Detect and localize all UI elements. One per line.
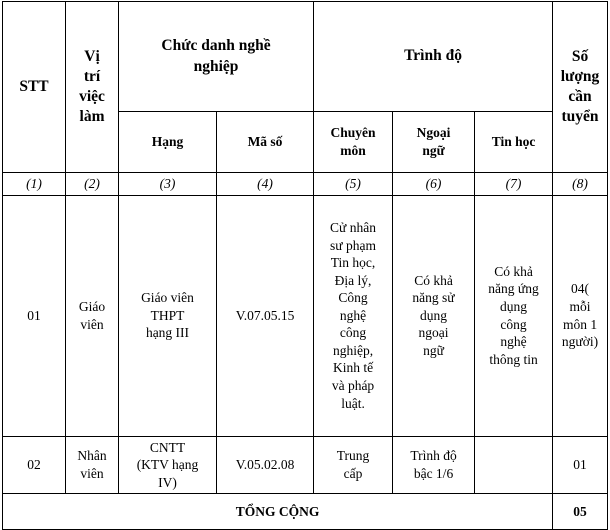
cell-ma-so: V.07.05.15 [217, 195, 314, 436]
cell-vi-tri: Giáo viên [66, 195, 119, 436]
index-cell: (1) [3, 173, 66, 196]
index-cell: (5) [314, 173, 393, 196]
table-row [3, 195, 608, 436]
index-row [3, 173, 608, 196]
header-row-1 [3, 2, 608, 112]
header-vi-tri: Vị trí việc làm [66, 2, 119, 173]
cell-hang: CNTT (KTV hạng IV) [119, 436, 217, 494]
index-cell: (8) [553, 173, 608, 196]
cell-so-luong: 04( mỗi môn 1 người) [553, 195, 608, 436]
index-cell: (7) [475, 173, 553, 196]
header-hang: Hạng [119, 112, 217, 173]
cell-ma-so: V.05.02.08 [217, 436, 314, 494]
cell-so-luong: 01 [553, 436, 608, 494]
cell-ngoai-ngu: Trình độ bậc 1/6 [393, 436, 475, 494]
header-chuyen-mon: Chuyên môn [314, 112, 393, 173]
index-cell: (4) [217, 173, 314, 196]
cell-stt: 01 [3, 195, 66, 436]
header-ma-so: Mã số [217, 112, 314, 173]
cell-hang: Giáo viên THPT hạng III [119, 195, 217, 436]
cell-chuyen-mon: Cử nhân sư phạm Tin học, Địa lý, Công nghệ công nghiệp, Kinh tế và pháp luật. [314, 195, 393, 436]
index-cell: (6) [393, 173, 475, 196]
cell-ngoai-ngu: Có khả năng sử dụng ngoại ngữ [393, 195, 475, 436]
header-tin-hoc: Tin học [475, 112, 553, 173]
header-chuc-danh: Chức danh nghề nghiệp [119, 2, 314, 112]
cell-tin-hoc: Có khả năng ứng dụng công nghệ thông tin [475, 195, 553, 436]
header-trinh-do: Trình độ [314, 2, 553, 112]
index-cell: (2) [66, 173, 119, 196]
total-row [3, 494, 608, 530]
total-value: 05 [553, 494, 608, 530]
index-cell: (3) [119, 173, 217, 196]
total-label: TỔNG CỘNG [3, 494, 553, 530]
cell-tin-hoc [475, 436, 553, 494]
table-row [3, 436, 608, 494]
header-ngoai-ngu: Ngoại ngữ [393, 112, 475, 173]
header-stt: STT [3, 2, 66, 173]
cell-chuyen-mon: Trung cấp [314, 436, 393, 494]
recruitment-table [2, 1, 608, 530]
cell-stt: 02 [3, 436, 66, 494]
header-so-luong: Số lượng cần tuyển [553, 2, 608, 173]
cell-vi-tri: Nhân viên [66, 436, 119, 494]
